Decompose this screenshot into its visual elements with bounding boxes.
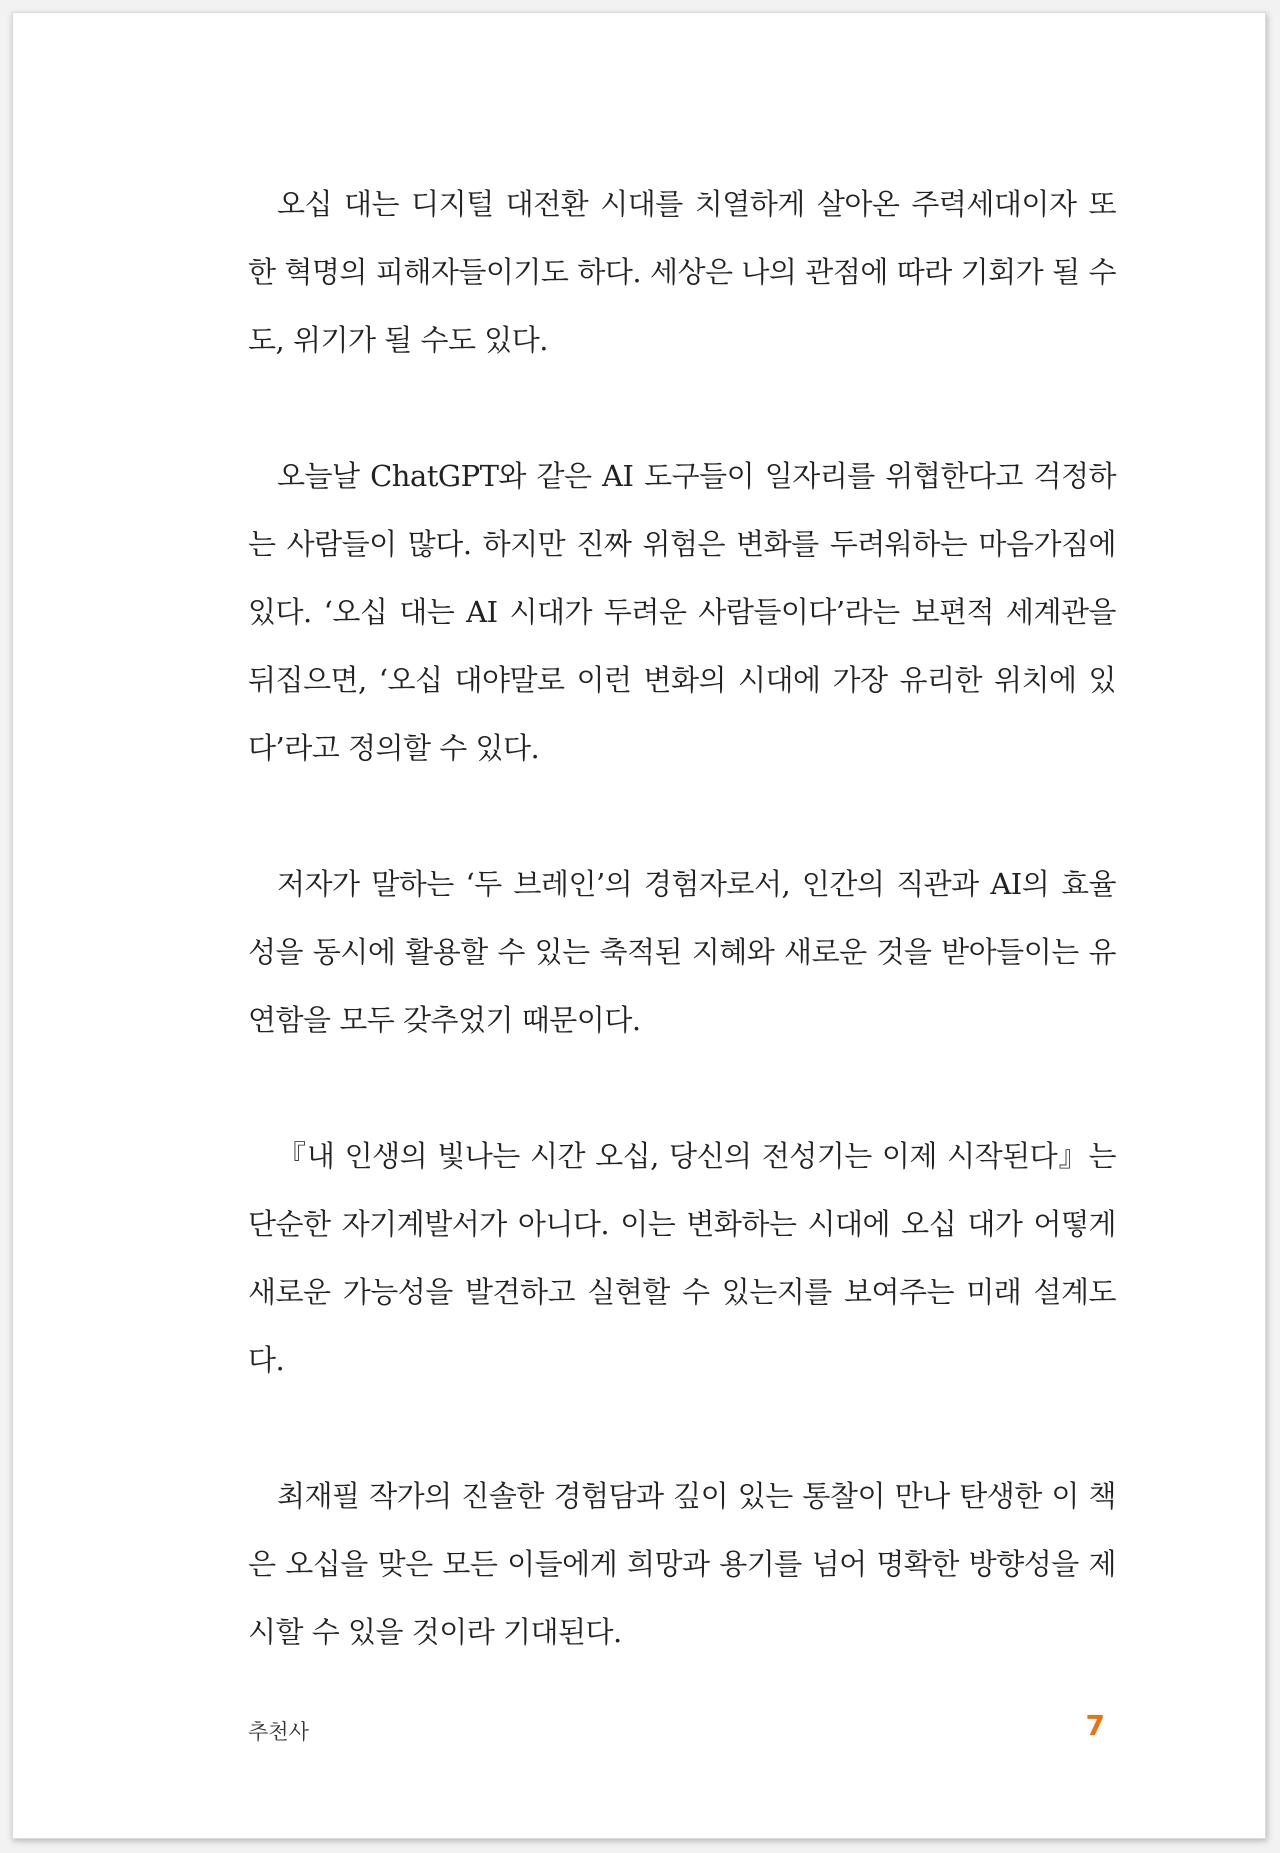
paragraph-4: 『내 인생의 빛나는 시간 오십, 당신의 전성기는 이제 시작된다』는 단순한 자기계발서가 아니다. 이는 변화하는 시대에 오십 대가 어떻게 새로운 가능성을 발견하고 실현할 수 있는지를 보여주는 미래 설계도다. xyxy=(248,1139,1116,1377)
page-number: 7 xyxy=(1085,1709,1105,1742)
book-page xyxy=(12,12,1266,1839)
paragraph-3: 저자가 말하는 ‘두 브레인’의 경험자로서, 인간의 직관과 AI의 효율성을 동시에 활용할 수 있는 축적된 지혜와 새로운 것을 받아들이는 유연함을 모두 갖추었기 때문이다. xyxy=(248,867,1116,1037)
paragraph-5: 최재필 작가의 진솔한 경험담과 깊이 있는 통찰이 만나 탄생한 이 책은 오십을 맞은 모든 이들에게 희망과 용기를 넘어 명확한 방향성을 제시할 수 있을 것이라 기대된다. xyxy=(248,1479,1116,1649)
page-body xyxy=(248,170,1116,1666)
paragraph-2: 오늘날 ChatGPT와 같은 AI 도구들이 일자리를 위협한다고 걱정하는 사람들이 많다. 하지만 진짜 위험은 변화를 두려워하는 마음가짐에 있다. ‘오십 대는 AI 시대가 두려운 사람들이다’라는 보편적 세계관을 뒤집으면, ‘오십 대야말로 이런 변화의 시대에 가장 유리한 위치에 있다’라고 정의할 수 있다. xyxy=(248,459,1116,765)
running-footer-section-label: 추천사 xyxy=(248,1720,309,1744)
paragraph-1: 오십 대는 디지털 대전환 시대를 치열하게 살아온 주력세대이자 또한 혁명의 피해자들이기도 하다. 세상은 나의 관점에 따라 기회가 될 수도, 위기가 될 수도 있다. xyxy=(248,187,1116,357)
